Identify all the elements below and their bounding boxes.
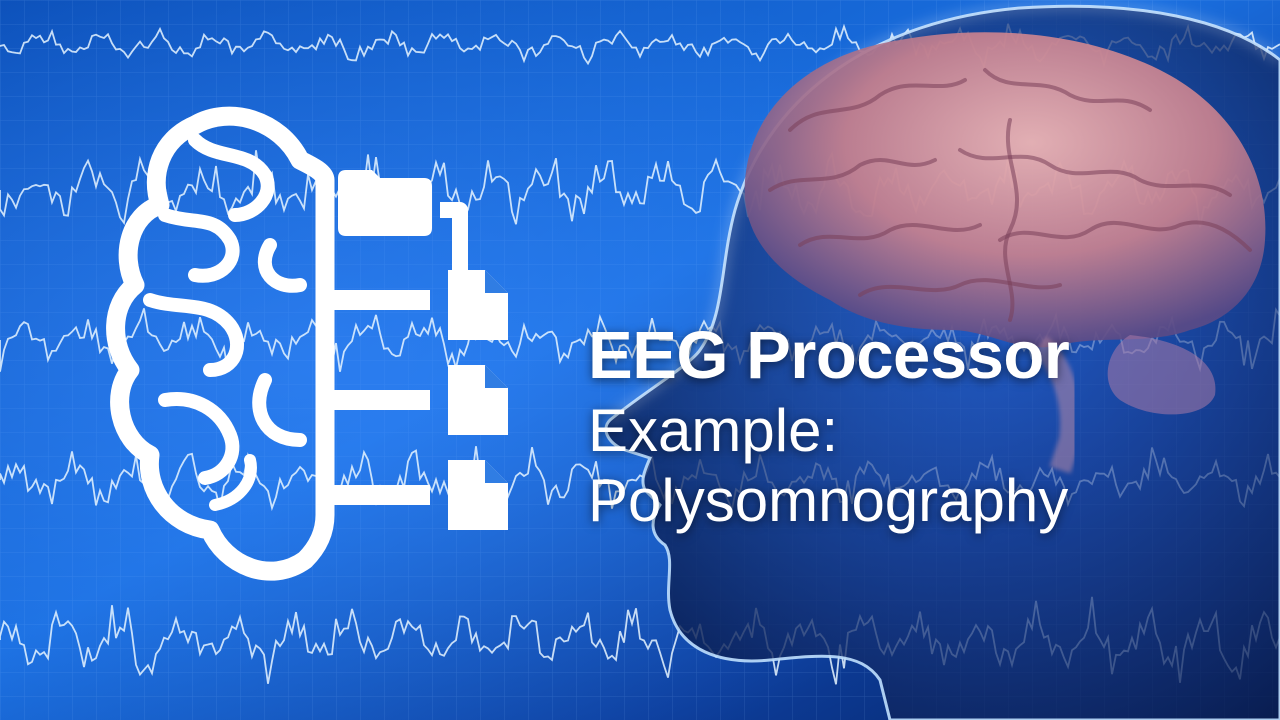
slide-subtitle-line1: Example: [588,397,839,464]
title-block [588,316,1069,536]
slide-subtitle-line2: Polysomnography [588,467,1069,534]
document-icons [448,270,508,530]
folder-icon [338,170,432,236]
slide-title: EEG Processor [588,318,1070,393]
